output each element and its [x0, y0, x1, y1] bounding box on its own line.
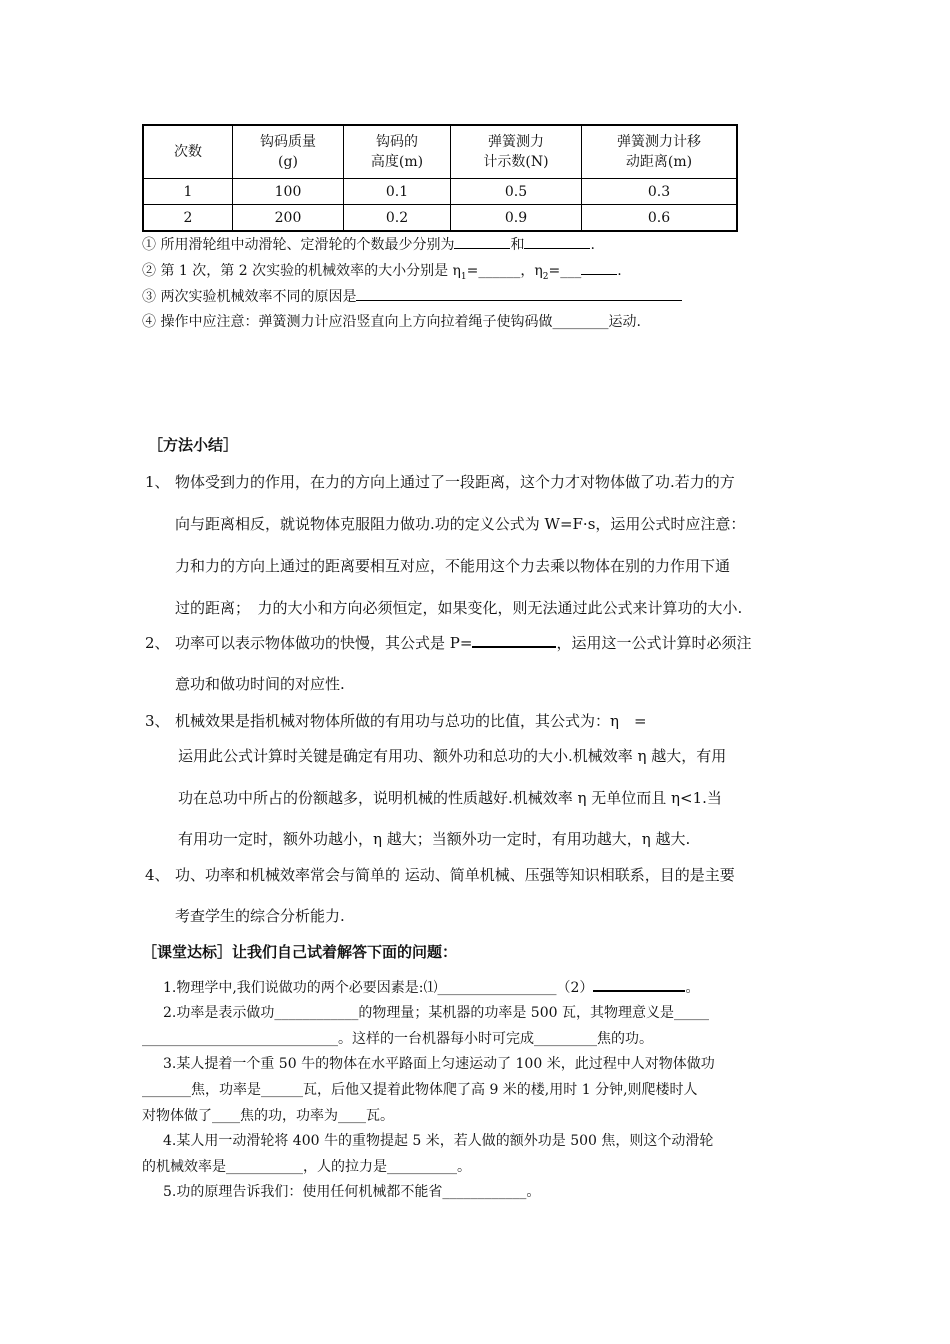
header-cell-force: 弹簧测力 计示数(N) — [451, 125, 582, 179]
method-item-number: 1、 — [145, 473, 170, 491]
header-cell-trials: 次数 — [143, 125, 233, 179]
answer-blank[interactable] — [356, 286, 682, 301]
method-item-line: 功、功率和机械效率常会与简单的 运动、简单机械、压强等知识相联系，目的是主要 — [175, 866, 735, 884]
answer-blank[interactable] — [581, 260, 617, 275]
question-3: ③ 两次实验机械效率不同的原因是 — [142, 286, 682, 306]
exercise-line: 的机械效率是___________，人的拉力是__________。 — [142, 1159, 471, 1175]
exercise-line: 3.某人提着一个重 50 牛的物体在水平路面上匀速运动了 100 米，此过程中人对物体做功 — [163, 1056, 715, 1072]
method-item-line: 功率可以表示物体做功的快慢，其公式是 P= ，运用这一公式计算时必须注 — [175, 634, 752, 652]
exercise-line: 5.功的原理告诉我们：使用任何机械都不能省____________。 — [163, 1184, 541, 1200]
exercise-line: 2.功率是表示做功____________的物理量；某机器的功率是 500 瓦，其物理意义是_____ — [163, 1005, 709, 1021]
answer-blank[interactable] — [524, 234, 590, 249]
classroom-title: ［课堂达标］让我们自己试着解答下面的问题： — [142, 943, 458, 961]
experiment-table — [142, 124, 738, 232]
header-cell-distance: 弹簧测力计移 动距离(m) — [582, 125, 738, 179]
method-item-line: 意功和做功时间的对应性. — [175, 675, 345, 693]
method-item-line: 机械效果是指机械对物体所做的有用功与总功的比值，其公式为：η = — [175, 712, 647, 730]
answer-blank[interactable] — [593, 976, 685, 992]
method-item-line: 有用功一定时，额外功越小，η 越大；当额外功一定时，有用功越大，η 越大. — [178, 830, 691, 848]
exercise-line: _______焦，功率是______瓦，后他又提着此物体爬了高 9 米的楼,用时 1 分钟,则爬楼时人 — [142, 1082, 698, 1098]
answer-blank[interactable] — [454, 234, 510, 249]
exercise-line: ____________________________。这样的一台机器每小时可完成_________焦的功。 — [142, 1031, 653, 1047]
question-4: ④ 操作中应注意：弹簧测力计应沿竖直向上方向拉着绳子使钩码做________运动. — [142, 314, 641, 330]
method-item-line: 物体受到力的作用，在力的方向上通过了一段距离，这个力才对物体做了功.若力的方 — [175, 473, 735, 491]
table-row — [143, 205, 737, 232]
method-item-line: 运用此公式计算时关键是确定有用功、额外功和总功的大小.机械效率 η 越大，有用 — [178, 747, 727, 765]
method-item-number: 3、 — [145, 712, 170, 730]
method-item-number: 4、 — [145, 866, 170, 884]
table-cell: 1 — [143, 179, 233, 205]
header-cell-mass: 钩码质量 (g) — [233, 125, 344, 179]
method-item-line: 考查学生的综合分析能力. — [175, 907, 345, 925]
table-cell: 2 — [143, 205, 233, 232]
method-item-line: 功在总功中所占的份额越多，说明机械的性质越好.机械效率 η 无单位而且 η<1.当 — [178, 789, 722, 807]
table-header-row — [143, 125, 737, 179]
method-item-line: 过的距离； 力的大小和方向必须恒定，如果变化，则无法通过此公式来计算功的大小. — [175, 599, 743, 617]
table-cell: 200 — [233, 205, 344, 232]
table-row — [143, 179, 737, 205]
table-cell: 0.1 — [344, 179, 451, 205]
table-cell: 0.2 — [344, 205, 451, 232]
table-cell: 0.3 — [582, 179, 738, 205]
question-1: ① 所用滑轮组中动滑轮、定滑轮的个数最少分别为 和 . — [142, 234, 595, 254]
method-item-number: 2、 — [145, 634, 170, 652]
method-item-line: 向与距离相反，就说物体克服阻力做功.功的定义公式为 W=F·s，运用公式时应注意： — [175, 515, 746, 533]
exercise-line: 1.物理学中,我们说做功的两个必要因素是:⑴_________________（2） 。 — [163, 976, 699, 997]
table-cell: 0.5 — [451, 179, 582, 205]
answer-blank[interactable] — [472, 632, 556, 648]
table-cell: 100 — [233, 179, 344, 205]
exercise-line: 对物体做了____焦的功，功率为____瓦。 — [142, 1108, 394, 1124]
question-2: ② 第 1 次，第 2 次实验的机械效率的大小分别是 $\eta_1=\_\_\_\_\_\_$，$\eta_2=\_\_\_$ . — [142, 260, 622, 282]
method-summary-title: ［方法小结］ — [148, 436, 239, 454]
method-item-line: 力和力的方向上通过的距离要相互对应，不能用这个力去乘以物体在别的力作用下通 — [175, 557, 731, 575]
header-cell-height: 钩码的 高度(m) — [344, 125, 451, 179]
table-cell: 0.9 — [451, 205, 582, 232]
table-cell: 0.6 — [582, 205, 738, 232]
exercise-line: 4.某人用一动滑轮将 400 牛的重物提起 5 米，若人做的额外功是 500 焦，则这个动滑轮 — [163, 1133, 714, 1149]
